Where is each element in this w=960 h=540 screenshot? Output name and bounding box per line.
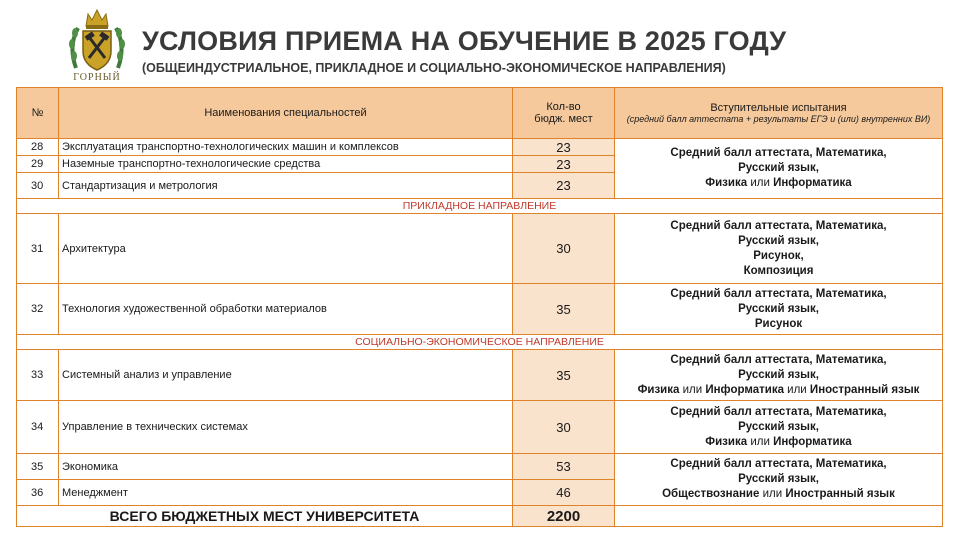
row-name: Экономика <box>59 454 513 480</box>
exam-line: Русский язык, <box>738 302 819 315</box>
column-header-exams <box>615 88 943 139</box>
logo-caption: ГОРНЫЙ <box>73 72 121 83</box>
total-row <box>17 506 943 527</box>
exam-line: Средний балл аттестата, Математика, <box>670 353 887 366</box>
row-num: 32 <box>17 284 59 335</box>
row-name: Эксплуатация транспортно-технологических машин и комплексов <box>59 139 513 156</box>
row-count: 30 <box>513 401 615 454</box>
row-num: 35 <box>17 454 59 480</box>
exam-requirements <box>615 284 943 335</box>
row-count: 23 <box>513 173 615 199</box>
exam-line: Русский язык, <box>738 420 819 433</box>
row-count: 53 <box>513 454 615 480</box>
row-num: 28 <box>17 139 59 156</box>
table-row <box>17 284 943 335</box>
exam-line: Русский язык, <box>738 473 819 485</box>
exam-line <box>618 383 939 398</box>
exam-or: или <box>783 383 810 396</box>
row-name: Технология художественной обработки материалов <box>59 284 513 335</box>
row-name: Стандартизация и метрология <box>59 173 513 199</box>
table-row <box>17 214 943 284</box>
page-title: УСЛОВИЯ ПРИЕМА НА ОБУЧЕНИЕ В 2025 ГОДУ <box>142 26 787 56</box>
exam-subject: Иностранный язык <box>785 488 895 500</box>
exam-line: Средний балл аттестата, Математика, <box>670 458 887 470</box>
exam-line: Средний балл аттестата, Математика, <box>670 405 887 418</box>
exam-subject: Физика <box>705 435 748 448</box>
row-num: 34 <box>17 401 59 454</box>
exam-line <box>618 487 939 502</box>
exam-line: Средний балл аттестата, Математика, <box>670 287 887 300</box>
row-count: 23 <box>513 156 615 173</box>
table-header-row <box>17 88 943 139</box>
exam-line: Русский язык, <box>738 234 819 247</box>
section-socio-economic: СОЦИАЛЬНО-ЭКОНОМИЧЕСКОЕ НАПРАВЛЕНИЕ <box>17 335 943 350</box>
exam-subject: Информатика <box>705 383 784 396</box>
table-row <box>17 350 943 401</box>
section-header-row <box>17 199 943 214</box>
section-applied: ПРИКЛАДНОЕ НАПРАВЛЕНИЕ <box>17 199 943 214</box>
table-row <box>17 401 943 454</box>
table-row <box>17 454 943 480</box>
row-num: 33 <box>17 350 59 401</box>
total-empty-cell <box>615 506 943 527</box>
row-count: 23 <box>513 139 615 156</box>
exam-subject: Физика <box>637 383 680 396</box>
exam-requirements <box>615 454 943 506</box>
exam-requirements <box>615 401 943 454</box>
admission-table <box>16 87 943 527</box>
row-num: 36 <box>17 480 59 506</box>
exam-subject: Иностранный язык <box>809 383 920 396</box>
exam-requirements <box>615 350 943 401</box>
exam-line <box>618 435 939 450</box>
count-header-line2: бюдж. мест <box>534 113 593 125</box>
exam-or: или <box>759 488 786 500</box>
exam-line: Средний балл аттестата, Математика, <box>670 147 887 159</box>
row-num: 30 <box>17 173 59 199</box>
row-count: 35 <box>513 284 615 335</box>
exam-or: или <box>747 177 774 189</box>
row-count: 35 <box>513 350 615 401</box>
exam-requirements <box>615 139 943 199</box>
exam-line: Рисунок <box>754 317 803 330</box>
row-name: Менеджмент <box>59 480 513 506</box>
exams-header-title: Вступительные испытания <box>710 102 847 114</box>
total-value: 2200 <box>513 506 615 527</box>
exam-requirements <box>615 214 943 284</box>
page-subtitle: (ОБЩЕИНДУСТРИАЛЬНОЕ, ПРИКЛАДНОЕ И СОЦИАЛЬНО-ЭКОНОМИЧЕСКОЕ НАПРАВЛЕНИЯ) <box>142 61 726 75</box>
exam-subject: Обществознание <box>662 488 760 500</box>
exam-line: Русский язык, <box>738 162 819 174</box>
count-header-line1: Кол-во <box>546 101 581 113</box>
exam-line: Средний балл аттестата, Математика, <box>670 219 887 232</box>
table-row <box>17 139 943 156</box>
exams-header-subtitle: (средний балл аттестата + результаты ЕГЭ и (или) внутренних ВИ) <box>626 114 931 124</box>
exam-line <box>618 176 939 191</box>
section-header-row <box>17 335 943 350</box>
column-header-name: Наименования специальностей <box>59 88 513 139</box>
row-count: 30 <box>513 214 615 284</box>
row-name: Архитектура <box>59 214 513 284</box>
row-name: Управление в технических системах <box>59 401 513 454</box>
total-label: ВСЕГО БЮДЖЕТНЫХ МЕСТ УНИВЕРСИТЕТА <box>17 506 513 527</box>
exam-or: или <box>747 435 774 448</box>
row-name: Наземные транспортно-технологические средства <box>59 156 513 173</box>
exam-subject: Физика <box>705 177 748 189</box>
exam-subject: Информатика <box>773 435 852 448</box>
exam-line: Композиция <box>743 264 814 277</box>
exam-or: или <box>679 383 706 396</box>
row-name: Системный анализ и управление <box>59 350 513 401</box>
row-num: 29 <box>17 156 59 173</box>
row-num: 31 <box>17 214 59 284</box>
column-header-num: № <box>17 88 59 139</box>
exam-subject: Информатика <box>773 177 852 189</box>
exam-line: Русский язык, <box>738 368 819 381</box>
exam-line: Рисунок, <box>753 249 804 262</box>
column-header-count <box>513 88 615 139</box>
row-count: 46 <box>513 480 615 506</box>
